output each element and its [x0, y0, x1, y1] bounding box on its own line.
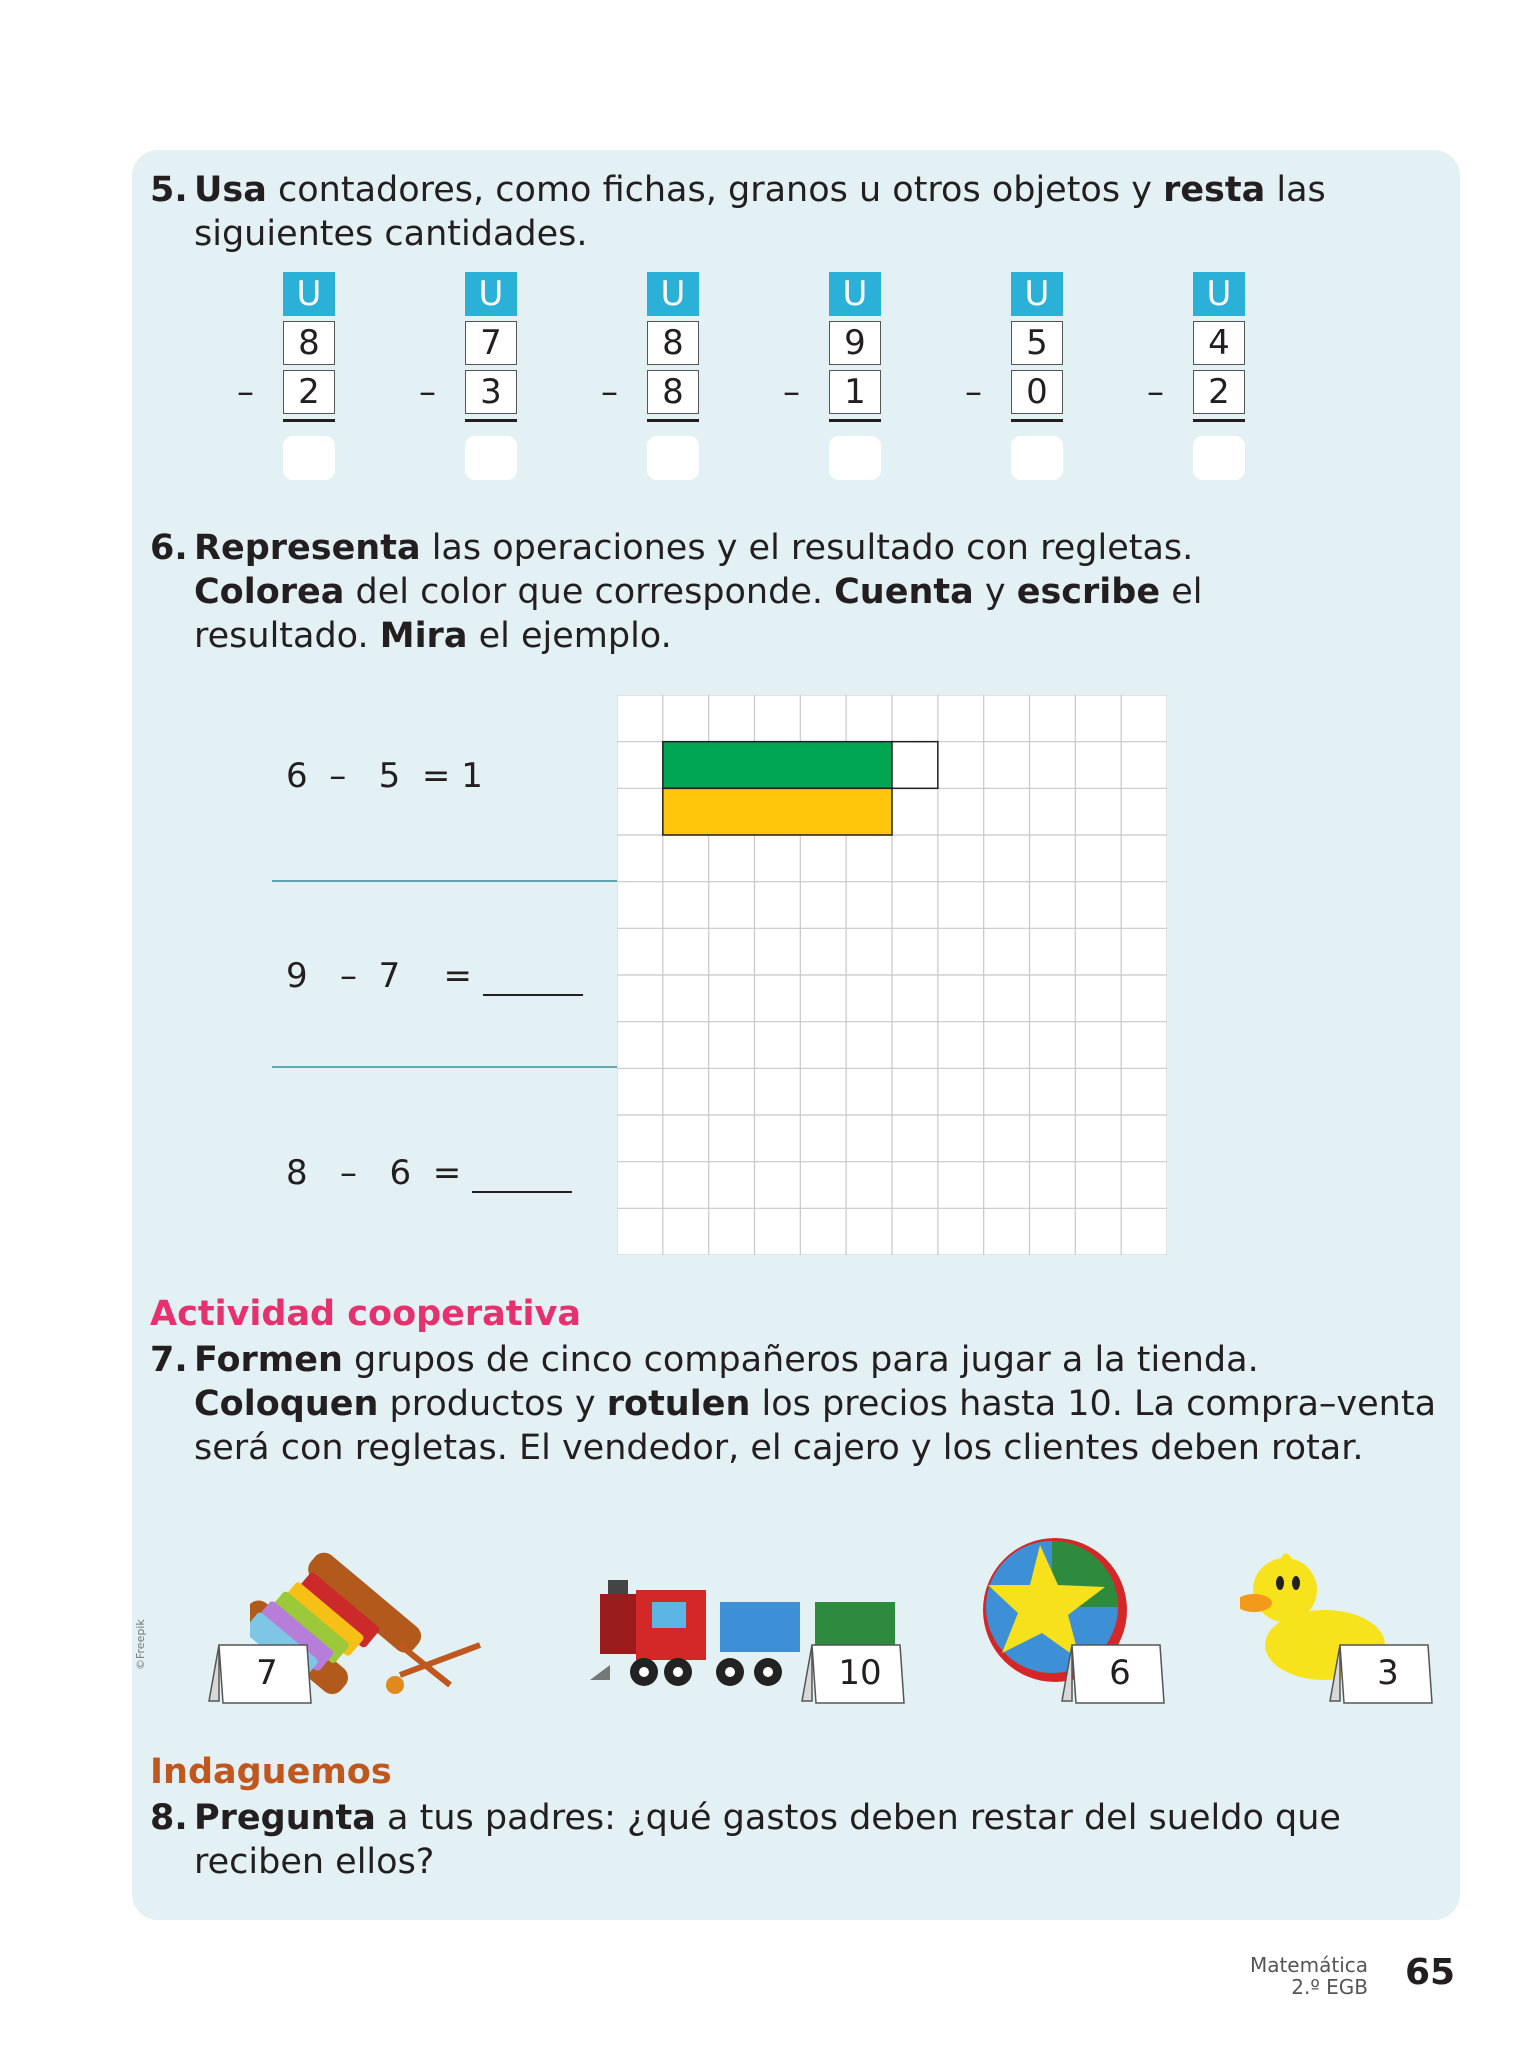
units-header: U	[829, 272, 881, 316]
exercise-number: 7.	[150, 1340, 188, 1380]
subtraction-column	[1147, 272, 1245, 480]
subtrahend-digit: 3	[465, 370, 517, 414]
price-tag	[1060, 1643, 1170, 1709]
exercise-6-instruction	[150, 526, 1350, 658]
instruction-text: contadores, como fichas, granos u otros objetos y	[266, 170, 1164, 210]
result-line	[283, 419, 335, 422]
instruction-text: del color que corresponde.	[344, 572, 835, 612]
minuend-digit: 7	[465, 321, 517, 365]
answer-box[interactable]	[647, 436, 699, 480]
units-header: U	[1193, 272, 1245, 316]
grade-label: 2.º EGB	[1291, 1975, 1368, 1999]
price-label: 6	[1109, 1653, 1131, 1693]
minus-sign: –	[237, 372, 254, 412]
price-label: 7	[256, 1653, 278, 1693]
answer-box[interactable]	[829, 436, 881, 480]
subtraction-column	[237, 272, 335, 480]
answer-blank[interactable]	[472, 1163, 572, 1193]
instruction-text: el ejemplo.	[467, 616, 672, 656]
exercise-number: 5.	[150, 170, 188, 210]
minus-sign: –	[419, 372, 436, 412]
instruction-verb: resta	[1163, 170, 1266, 210]
result-line	[647, 419, 699, 422]
price-label: 10	[838, 1653, 882, 1693]
subtrahend-digit: 2	[283, 370, 335, 414]
minuend-digit: 4	[1193, 321, 1245, 365]
price-tag	[800, 1643, 910, 1709]
instruction-text: las siguientes cantidades.	[194, 170, 1326, 254]
minuend-digit: 9	[829, 321, 881, 365]
answer-blank[interactable]	[483, 966, 583, 996]
instruction-text: grupos de cinco compañeros para jugar a la tienda.	[342, 1340, 1259, 1380]
cooperative-heading: Actividad cooperativa	[150, 1294, 581, 1334]
exercise-number: 8.	[150, 1798, 188, 1838]
page-number: 65	[1405, 1952, 1456, 1993]
minuend-digit: 8	[283, 321, 335, 365]
instruction-verb: Cuenta	[834, 572, 974, 612]
subject-label: Matemática	[1249, 1953, 1368, 1977]
units-header: U	[465, 272, 517, 316]
yellow-rod	[663, 788, 892, 835]
minus-sign: –	[1147, 372, 1164, 412]
minus-sign: –	[965, 372, 982, 412]
answer-box[interactable]	[465, 436, 517, 480]
price-label: 3	[1377, 1653, 1399, 1693]
result-line	[829, 419, 881, 422]
operation-2: 9 – 7 =	[286, 956, 583, 996]
units-header: U	[647, 272, 699, 316]
instruction-verb: Colorea	[194, 572, 345, 612]
subtrahend-digit: 0	[1011, 370, 1063, 414]
white-rod	[892, 742, 938, 789]
answer-box[interactable]	[1011, 436, 1063, 480]
instruction-verb: rotulen	[606, 1384, 751, 1424]
units-header: U	[283, 272, 335, 316]
subtrahend-digit: 1	[829, 370, 881, 414]
exercise-number: 6.	[150, 528, 188, 568]
instruction-verb: Pregunta	[194, 1798, 376, 1838]
instruction-verb: Coloquen	[194, 1384, 379, 1424]
result-line	[465, 419, 517, 422]
answer-box[interactable]	[1193, 436, 1245, 480]
instruction-verb: Usa	[194, 170, 267, 210]
instruction-text: los precios hasta 10. La compra–venta será con regletas. El vendedor, el cajero y los clientes deben rotar.	[194, 1384, 1437, 1468]
answer-box[interactable]	[283, 436, 335, 480]
regletas-grid[interactable]	[617, 695, 1167, 1255]
minuend-digit: 8	[647, 321, 699, 365]
instruction-text: y	[973, 572, 1017, 612]
image-credit: ©Freepik	[134, 1619, 147, 1670]
instruction-verb: Representa	[194, 528, 421, 568]
exercise-7-instruction	[150, 1338, 1450, 1470]
operation-example: 6 – 5 = 1	[286, 756, 483, 796]
instruction-verb: escribe	[1016, 572, 1161, 612]
instruction-text: productos y	[378, 1384, 607, 1424]
footer-subject	[1250, 1954, 1368, 1998]
instruction-text: las operaciones y el resultado con regletas.	[420, 528, 1194, 568]
instruction-text: a tus padres: ¿qué gastos deben restar del sueldo que reciben ellos?	[194, 1798, 1341, 1882]
operation-3: 8 – 6 =	[286, 1153, 572, 1193]
price-tag	[207, 1643, 317, 1709]
indaguemos-heading: Indaguemos	[150, 1752, 392, 1792]
result-line	[1011, 419, 1063, 422]
result-line	[1193, 419, 1245, 422]
price-tag	[1328, 1643, 1438, 1709]
exercise-8-instruction	[150, 1796, 1380, 1884]
subtrahend-digit: 8	[647, 370, 699, 414]
minuend-digit: 5	[1011, 321, 1063, 365]
subtraction-column	[965, 272, 1063, 480]
subtrahend-digit: 2	[1193, 370, 1245, 414]
subtraction-column	[601, 272, 699, 480]
instruction-text: el resultado.	[194, 572, 1203, 656]
subtraction-column	[783, 272, 881, 480]
instruction-verb: Mira	[379, 616, 468, 656]
units-header: U	[1011, 272, 1063, 316]
minus-sign: –	[783, 372, 800, 412]
instruction-verb: Formen	[194, 1340, 343, 1380]
subtraction-column	[419, 272, 517, 480]
green-rod	[663, 742, 892, 789]
exercise-5-instruction	[150, 168, 1330, 256]
minus-sign: –	[601, 372, 618, 412]
